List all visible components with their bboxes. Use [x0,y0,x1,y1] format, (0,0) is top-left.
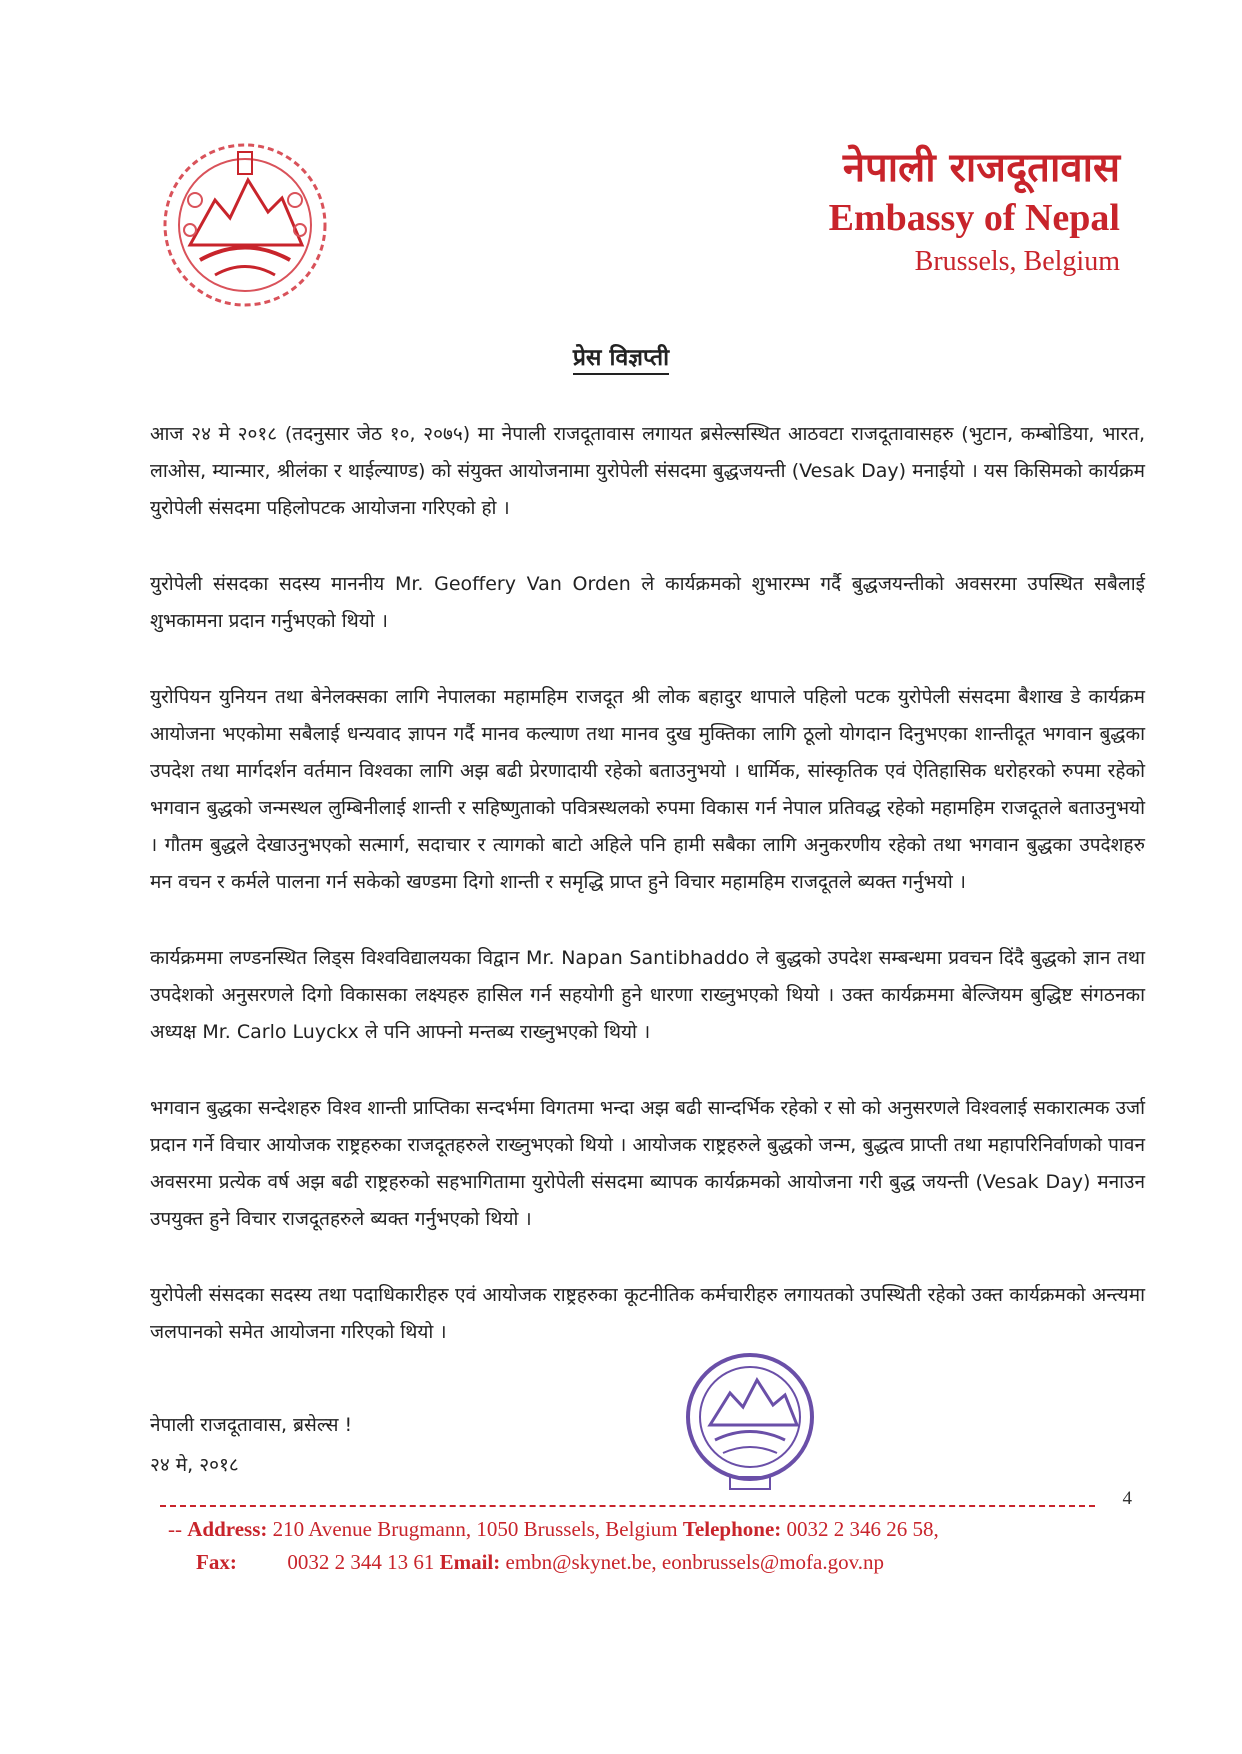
paragraph: युरोपेली संसदका सदस्य तथा पदाधिकारीहरु एवं आयोजक राष्ट्रहरुका कूटनीतिक कर्मचारीहरु लगायतको उपस्थिती रहेको उक्त कार्यक्रमको अन्त्यमा जलपानको समेत आयोजना गरिएको थियो । [150,1284,1145,1343]
address-label: Address: [187,1517,268,1541]
document-title [0,340,1242,372]
paragraph: आज २४ मे २०१८ (तदनुसार जेठ १०, २०७५) मा नेपाली राजदूतावास लगायत ब्रसेल्सस्थित आठवटा राजदूतावासहरु (भुटान, कम्बोडिया, भारत, लाओस, म्यान्मार, श्रीलंका र थाईल्याण्ड) को संयुक्त आयोजनामा युरोपेली संसदमा बुद्धजयन्ती (Vesak Day) मनाईयो । यस किसिमको कार्यक्रम युरोपेली संसदमा पहिलोपटक आयोजना गरिएको हो । [150,423,1145,519]
footer [168,1513,1128,1579]
address-value: 210 Avenue Brugmann, 1050 Brussels, Belgium [272,1517,678,1541]
embassy-name-english: Embassy of Nepal [828,197,1120,239]
document-body [150,416,1145,1390]
page-number: 4 [1122,1488,1132,1509]
paragraph: युरोपियन युनियन तथा बेनेलक्सका लागि नेपालका महामहिम राजदूत श्री लोक बहादुर थापाले पहिलो पटक युरोपेली संसदमा बैशाख डे कार्यक्रम आयोजना भएकोमा सबैलाई धन्यवाद ज्ञापन गर्दै मानव कल्याण तथा मानव दुख मुक्तिका लागि ठूलो योगदान दिनुभएका शान्तीदूत भगवान बुद्धका उपदेश तथा मार्गदर्शन वर्तमान विश्वका लागि अझ बढी प्रेरणादायी रहेको बताउनुभयो । धार्मिक, सांस्कृतिक एवं ऐतिहासिक धरोहरको रुपमा रहेको भगवान बुद्धको जन्मस्थल लुम्बिनीलाई शान्ती र सहिष्णुताको पवित्रस्थलको रुपमा विकास गर्न नेपाल प्रतिवद्ध रहेको महामहिम राजदूतले बताउनुभयो । गौतम बुद्धले देखाउनुभएको सत्मार्ग, सदाचार र त्यागको बाटो अहिले पनि हामी सबैका लागि अनुकरणीय रहेको तथा भगवान बुद्धका उपदेशहरु मन वचन र कर्मले पालना गर्न सकेको खण्डमा दिगो शान्ती र समृद्धि प्राप्त हुने विचार महामहिम राजदूतले ब्यक्त गर्नुभयो । [150,686,1145,893]
fax-value: 0032 2 344 13 61 [287,1550,435,1574]
fax-label: Fax: [196,1550,237,1574]
signature-line: नेपाली राजदूतावास, ब्रसेल्स ! [150,1414,353,1436]
footer-line-1: -- Address: 210 Avenue Brugmann, 1050 Brussels, Belgium Telephone: 0032 2 346 26 58, [168,1517,939,1541]
footer-line-2 [168,1546,1128,1579]
document-title-text: प्रेस विज्ञप्ती [573,345,669,375]
footer-divider [160,1505,1095,1507]
embassy-name-nepali: नेपाली राजदूतावास [842,145,1120,191]
email-value[interactable]: embn@skynet.be, eonbrussels@mofa.gov.np [505,1550,885,1574]
email-label: Email: [439,1550,501,1574]
letterhead [660,142,1120,282]
telephone-label: Telephone: [682,1517,782,1541]
embassy-stamp-icon [675,1345,825,1495]
telephone-value: 0032 2 346 26 58, [786,1517,939,1541]
embassy-city: Brussels, Belgium [914,246,1120,277]
paragraph: भगवान बुद्धका सन्देशहरु विश्व शान्ती प्राप्तिका सन्दर्भमा विगतमा भन्दा अझ बढी सान्दर्भिक रहेको र सो को अनुसरणले विश्वलाई सकारात्मक उर्जा प्रदान गर्ने विचार आयोजक राष्ट्रहरुका राजदूतहरुले राख्नुभएको थियो । आयोजक राष्ट्रहरुले बुद्धको जन्म, बुद्धत्व प्राप्ती तथा महापरिनिर्वाणको पावन अवसरमा प्रत्येक वर्ष अझ बढी राष्ट्रहरुको सहभागितामा युरोपेली संसदमा ब्यापक कार्यक्रमको आयोजना गरी बुद्ध जयन्ती (Vesak Day) मनाउन उपयुक्त हुने विचार राजदूतहरुले ब्यक्त गर्नुभएको थियो । [150,1097,1145,1230]
paragraph: युरोपेली संसदका सदस्य माननीय Mr. Geoffery Van Orden ले कार्यक्रमको शुभारम्भ गर्दै बुद्धजयन्तीको अवसरमा उपस्थित सबैलाई शुभकामना प्रदान गर्नुभएको थियो । [150,573,1145,632]
signature-date: २४ मे, २०१८ [150,1454,239,1476]
paragraph: कार्यक्रममा लण्डनस्थित लिड्स विश्वविद्यालयका विद्वान Mr. Napan Santibhaddo ले बुद्धको उपदेश सम्बन्धमा प्रवचन दिंदै बुद्धको ज्ञान तथा उपदेशको अनुसरणले दिगो विकासका लक्ष्यहरु हासिल गर्न सहयोगी हुने धारणा राख्नुभएको थियो । उक्त कार्यक्रममा बेल्जियम बुद्धिष्ट संगठनका अध्यक्ष Mr. Carlo Luyckx ले पनि आफ्नो मन्तब्य राख्नुभएको थियो । [150,947,1145,1043]
nepal-coat-of-arms-icon [160,140,330,310]
signature-block [150,1405,352,1485]
